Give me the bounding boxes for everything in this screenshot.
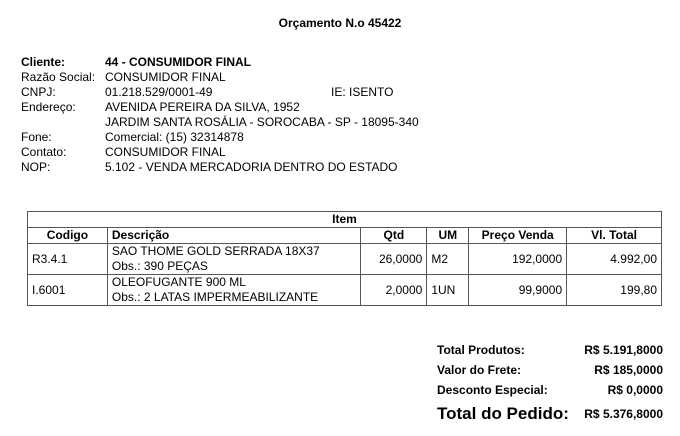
table-header-row [28, 228, 662, 244]
desconto-label: Desconto Especial: [437, 383, 548, 397]
cnpj-number: 01.218.529/0001-49 [105, 85, 213, 99]
endereco-label: Endereço: [21, 100, 76, 114]
item-obs: Obs.: 390 PEÇAS [111, 259, 208, 273]
client-value: 44 - CONSUMIDOR FINAL [105, 55, 252, 69]
col-header-preco: Preço Venda [469, 228, 567, 244]
ie-label: IE: [331, 85, 346, 99]
cell-um: 1UN [427, 275, 469, 306]
razao-social-label: Razão Social: [21, 70, 96, 84]
fone-label: Fone: [21, 130, 52, 144]
total-produtos-label: Total Produtos: [437, 343, 525, 357]
total-pedido-row [437, 400, 663, 428]
endereco-line2: JARDIM SANTA ROSÁLIA - SOROCABA - SP - 18095-340 [105, 115, 419, 129]
cell-descricao [107, 244, 361, 275]
total-pedido-label: Total do Pedido: [437, 404, 569, 423]
total-produtos-value: R$ 5.191,8000 [584, 343, 663, 357]
cell-qtd: 26,0000 [361, 244, 427, 275]
col-header-descricao: Descrição [107, 228, 361, 244]
desconto-row [437, 380, 663, 400]
table-row [28, 244, 662, 275]
col-header-qtd: Qtd [361, 228, 427, 244]
col-header-codigo: Codigo [28, 228, 108, 244]
total-produtos-row [437, 340, 663, 360]
col-header-total: Vl. Total [567, 228, 662, 244]
cell-um: M2 [427, 244, 469, 275]
items-table [27, 211, 662, 306]
razao-social-value: CONSUMIDOR FINAL [105, 70, 226, 84]
cell-total: 199,80 [567, 275, 662, 306]
document-title: Orçamento N.o 45422 [278, 16, 402, 30]
cell-codigo: I.6001 [28, 275, 108, 306]
valor-frete-label: Valor do Frete: [437, 363, 522, 377]
cnpj-value [105, 85, 394, 100]
totals-block [437, 340, 663, 428]
valor-frete-value: R$ 185,0000 [594, 363, 663, 377]
cnpj-label: CNPJ: [21, 85, 56, 99]
desconto-value: R$ 0,0000 [607, 383, 663, 397]
table-group-header-row [28, 212, 662, 228]
cell-descricao [107, 275, 361, 306]
table-row [28, 275, 662, 306]
cell-preco: 192,0000 [469, 244, 567, 275]
item-description: OLEOFUGANTE 900 ML [111, 275, 246, 289]
cell-qtd: 2,0000 [361, 275, 427, 306]
nop-value: 5.102 - VENDA MERCADORIA DENTRO DO ESTADO [105, 160, 398, 174]
cell-total: 4.992,00 [567, 244, 662, 275]
contato-value: CONSUMIDOR FINAL [105, 145, 226, 159]
endereco-line1: AVENIDA PEREIRA DA SILVA, 1952 [105, 100, 300, 114]
item-obs: Obs.: 2 LATAS IMPERMEABILIZANTE [111, 290, 319, 304]
fone-value: Comercial: (15) 32314878 [105, 130, 244, 144]
valor-frete-row [437, 360, 663, 380]
item-description: SAO THOME GOLD SERRADA 18X37 [111, 244, 320, 258]
cell-preco: 99,9000 [469, 275, 567, 306]
col-header-um: UM [427, 228, 469, 244]
client-label: Cliente: [21, 55, 66, 69]
contato-label: Contato: [21, 145, 67, 159]
nop-label: NOP: [21, 160, 51, 174]
ie-field [331, 85, 393, 100]
total-pedido-value: R$ 5.376,8000 [584, 407, 663, 421]
table-group-header: Item [28, 212, 662, 228]
ie-value: ISENTO [349, 85, 394, 99]
cell-codigo: R3.4.1 [28, 244, 108, 275]
